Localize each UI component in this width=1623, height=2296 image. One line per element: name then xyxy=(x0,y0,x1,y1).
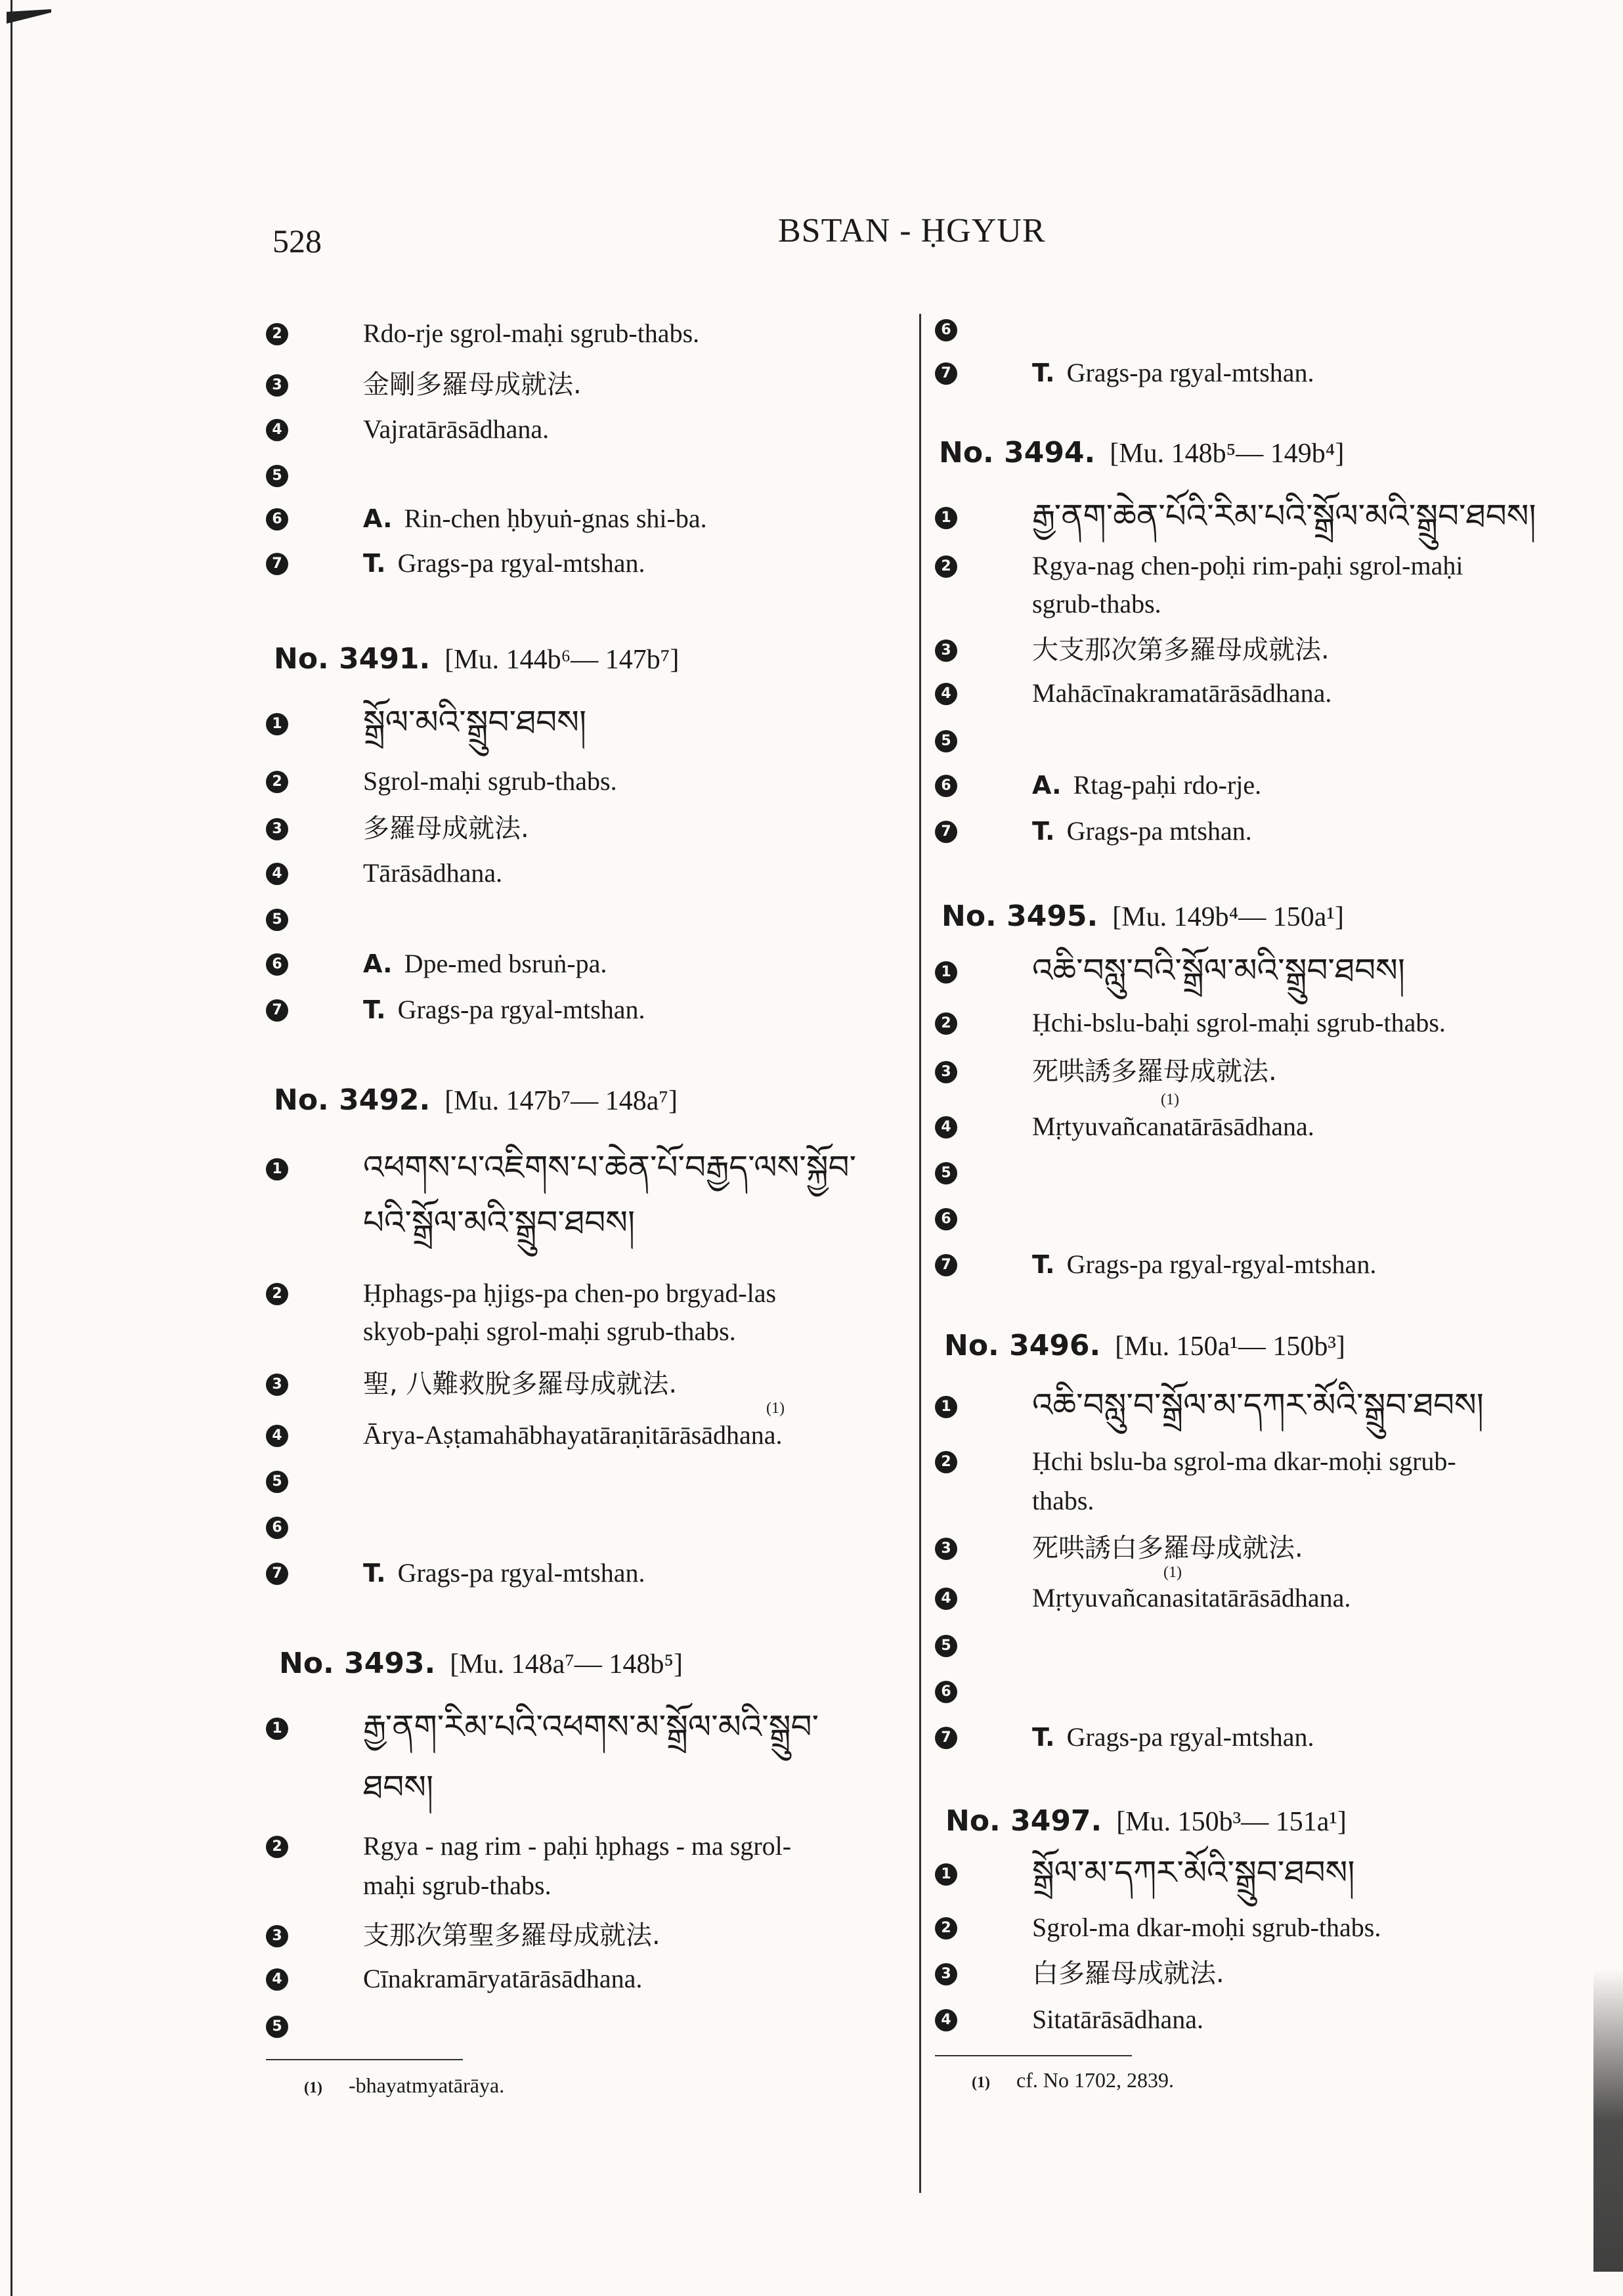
entry-heading: No. 3497. [Mu. 150b³— 151a¹] xyxy=(945,1804,1347,1838)
circled-number: 7 xyxy=(266,553,288,575)
footnote: (1) cf. No 1702, 2839. xyxy=(972,2068,1174,2092)
running-head: BSTAN - ḤGYUR xyxy=(778,212,1046,249)
circled-number: 4 xyxy=(266,419,288,441)
page-edge-line xyxy=(11,0,12,2296)
entry-heading: No. 3492. [Mu. 147b⁷— 148a⁷] xyxy=(274,1083,678,1117)
corner-mark-icon xyxy=(7,9,51,24)
footnote-marker: (1) xyxy=(766,1400,785,1417)
footnote-rule xyxy=(935,2055,1132,2056)
footnote-marker: (1) xyxy=(1163,1564,1182,1581)
entry-heading: No. 3493. [Mu. 148a⁷— 148b⁵] xyxy=(279,1647,683,1680)
circled-number: 3 xyxy=(266,374,288,397)
column-divider xyxy=(919,314,921,2193)
scan-edge-shadow xyxy=(1593,1970,1623,2272)
entry-heading: No. 3495. [Mu. 149b⁴— 150a¹] xyxy=(941,899,1344,933)
footnote-rule xyxy=(266,2059,463,2060)
circled-number: 6 xyxy=(266,508,288,531)
circled-number: 5 xyxy=(266,465,288,487)
footnote-marker: (1) xyxy=(1161,1091,1179,1108)
footnote: (1) -bhayatmyatārāya. xyxy=(304,2073,505,2097)
circled-number: 2 xyxy=(266,323,288,345)
entry-heading: No. 3494. [Mu. 148b⁵— 149b⁴] xyxy=(939,436,1345,469)
page-number: 528 xyxy=(272,223,322,259)
entry-heading: No. 3491. [Mu. 144b⁶— 147b⁷] xyxy=(274,642,680,676)
entry-heading: No. 3496. [Mu. 150a¹— 150b³] xyxy=(944,1329,1345,1362)
